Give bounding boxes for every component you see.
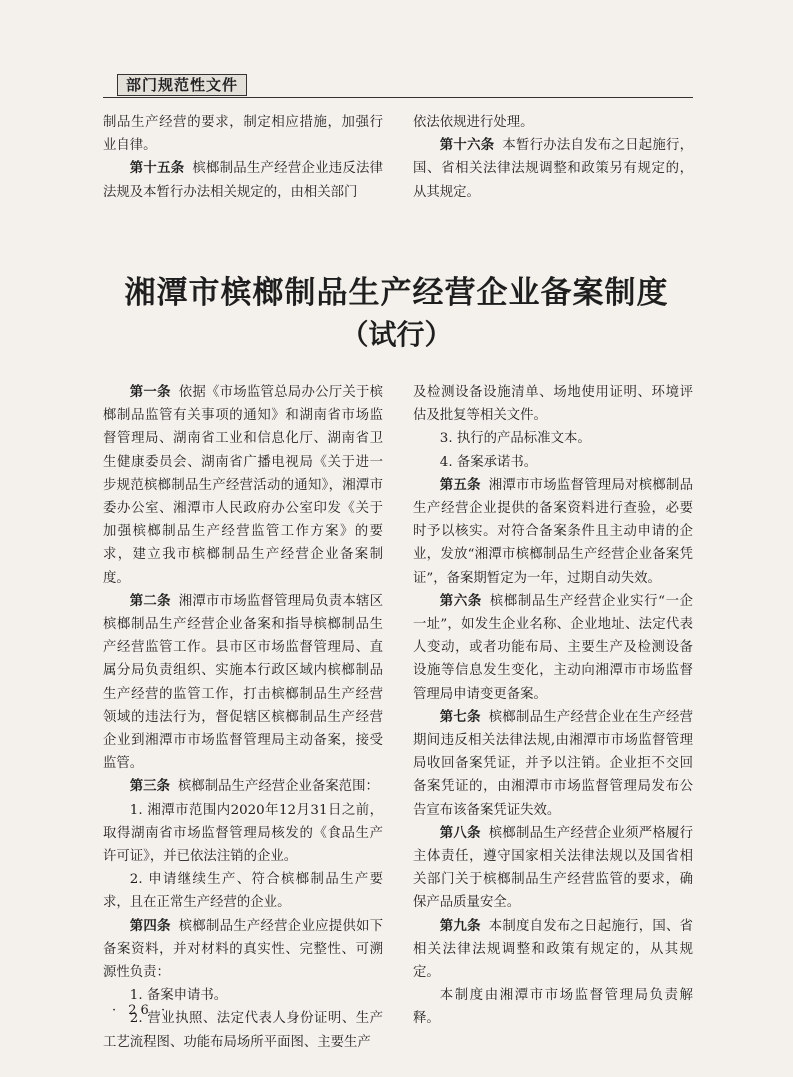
article-paragraph [413,706,693,822]
article-paragraph [413,134,693,204]
paragraph-text: 2. 营业执照、法定代表人身份证明、生产工艺流程图、功能布局场所平面图、主要生产 [103,1011,383,1050]
paragraph [413,427,693,450]
paragraph-text: 本暂行办法自发布之日起施行，国、省相关法律法规调整和政策另有规定的，从其规定。 [413,138,694,200]
paragraph [413,451,693,474]
article-label: 第十六条 [439,138,495,154]
article-paragraph [103,590,383,776]
paragraph-text: 依法依规进行处理。 [413,115,534,130]
paragraph [413,381,693,427]
article-paragraph [103,381,383,590]
paragraph-text: 湘潭市市场监督管理局负责本辖区槟榔制品生产经营企业备案和指导槟榔制品生产经营监管工作。县市区市场监督管理局、直属分局负责组织、实施本行政区域内槟榔制品生产经营的监管工作，打击槟榔制品生产经营领域的违法行为，督促辖区槟榔制品生产经营企业到湘潭市市场监督管理局主动备案，接受监管。 [103,593,384,772]
paragraph-text: 及检测设备设施清单、场地使用证明、环境评估及批复等相关文件。 [413,385,693,424]
top-right-column [413,111,693,204]
article-label: 第五条 [439,477,481,493]
article-paragraph [103,157,383,203]
article-label: 第十五条 [129,161,185,177]
paragraph-text: 槟榔制品生产经营企业备案范围： [178,779,379,795]
article-label: 第一条 [129,385,171,400]
paragraph [103,868,383,914]
paragraph [413,984,693,1030]
article-label: 第八条 [439,825,481,841]
running-header [103,70,693,100]
paragraph-text: 本制度自发布之日起施行，国、省相关法律法规调整和政策有规定的，从其规定。 [413,918,694,981]
top-left-column [103,111,383,204]
paragraph-text: 3. 执行的产品标准文本。 [439,431,591,447]
article-paragraph [103,915,383,985]
paragraph-text: 4. 备案承诺书。 [439,454,538,470]
paragraph-text: 依据《市场监管总局办公厅关于槟榔制品监管有关事项的通知》和湖南省市场监督管理局、湖南省工业和信息化厅、湖南省卫生健康委员会、湖南省广播电视局《关于进一步规范槟榔制品生产经营活动的通知》，湘潭市委办公室、湘潭市人民政府办公室印发《关于加强槟榔制品生产经营监管工作方案》的要求，建立我市槟榔制品生产经营企业备案制度。 [103,385,384,586]
article-paragraph [413,474,693,590]
article-label: 第二条 [129,593,171,609]
paragraph-text: 2. 申请继续生产、符合槟榔制品生产要求，且在正常生产经营的企业。 [103,872,383,911]
paragraph-text: 槟榔制品生产经营企业须严格履行主体责任，遵守国家相关法律法规以及国省相关部门关于槟榔制品生产经营监管的要求，确保产品质量安全。 [413,825,694,911]
paragraph-text: 槟榔制品生产经营企业应提供如下备案资料，并对材料的真实性、完整性、可溯源性负责： [103,918,384,981]
article-label: 第三条 [129,779,170,795]
paragraph-text: 1. 湘潭市范围内2020年12月31日之前，取得湖南省市场监督管理局核发的《食品生产许可证》，并已依法注销的企业。 [103,802,383,865]
article-label: 第四条 [129,918,171,934]
body-right-column [413,381,693,1031]
title-sub: （试行） [340,318,453,351]
header-rule [103,97,693,98]
paragraph-text: 制品生产经营的要求，制定相应措施，加强行业自律。 [103,115,383,154]
body-left-column [103,381,383,1054]
paragraph [103,799,383,869]
article-label: 第九条 [439,918,481,934]
title-main: 湘潭市槟榔制品生产经营企业备案制度 [124,275,669,311]
article-paragraph [413,590,693,706]
article-paragraph [103,775,383,798]
section-tag: 部门规范性文件 [117,74,247,96]
paragraph-text: 湘潭市市场监督管理局对槟榔制品生产经营企业提供的备案资料进行查验，必要时予以核实。对符合备案条件且主动申请的企业，发放“湘潭市槟榔制品生产经营企业备案凭证”，备案期暂定为一年，过期自动失效。 [413,477,694,586]
article-label: 第七条 [439,709,481,725]
article-label: 第六条 [439,593,482,609]
paragraph-text: 槟榔制品生产经营企业在生产经营期间违反相关法律法规,由湘潭市市场监督管理局收回备案凭证，并予以注销。企业拒不交回备案凭证的，由湘潭市市场监督管理局发布公告宣布该备案凭证失效。 [413,709,694,818]
document-title [0,272,793,356]
paragraph [103,111,383,157]
page-number: · 26 · [112,1003,170,1018]
paragraph-text: 槟榔制品生产经营企业实行“一企一址”，如发生企业名称、企业地址、法定代表人变动，或者功能布局、主要生产及检测设备设施等信息发生变化，主动向湘潭市市场监督管理局申请变更备案。 [413,593,693,702]
article-paragraph [413,822,693,915]
paragraph [413,111,693,134]
paragraph-text: 本制度由湘潭市市场监督管理局负责解释。 [413,988,693,1027]
paragraph-text: 槟榔制品生产经营企业违反法律法规及本暂行办法相关规定的，由相关部门 [103,161,384,200]
article-paragraph [413,915,693,985]
paragraph-text: 1. 备案申请书。 [129,988,228,1004]
